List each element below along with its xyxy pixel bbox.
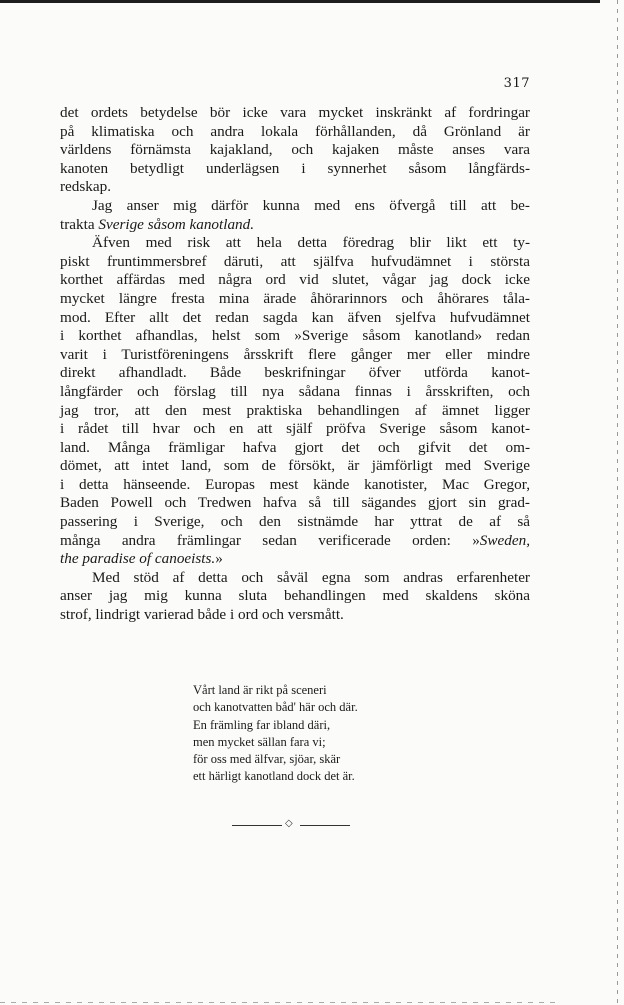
body-text — [60, 104, 530, 625]
text-line: piskt fruntimmersbref däruti, att själfva hufvudämnet i största — [60, 252, 530, 270]
poem-line: En främling far ibland däri, — [193, 717, 331, 732]
italic-title: Sverige såsom kanotland. — [98, 215, 255, 233]
text-line: dömet, att intet land, som de försökt, är jämförligt med Sverige — [60, 457, 530, 475]
text-line: i rådet till hvar och en att själf pröfva Sverige såsom kanot- — [60, 420, 530, 438]
text-line: i korthet afhandlas, helst som »Sverige såsom kanotland» redan — [60, 327, 530, 345]
text-line: Äfven med risk att hela detta föredrag blir likt ett ty- — [92, 234, 530, 252]
text-line: kanoten betydligt underlägsen i synnerhet såsom långfärds- — [60, 159, 530, 177]
top-border-rule — [0, 0, 600, 3]
section-divider-ornament — [232, 818, 350, 830]
text-line: i detta hänseende. Europas mest kände kanotister, Mac Gregor, — [60, 475, 530, 493]
page-right-edge — [617, 0, 618, 1005]
text-segment: många andra främlingar sedan verificerade orden: » — [60, 531, 480, 549]
text-line: Baden Powell och Tredwen hafva så till sägandes gjort sin grad- — [60, 494, 530, 512]
text-line: mycket längre fresta mina ärade åhörarinnors och åhörares tåla- — [60, 289, 530, 307]
italic-quote: the paradise of canoeists. — [60, 550, 216, 568]
poem-stanza — [193, 682, 358, 786]
text-line: passering i Sverige, och den sistnämde har yttrat de af så — [60, 513, 530, 531]
text-line: korthet affärdas med några ord vid slutet, vågar jag dock icke — [60, 271, 530, 289]
text-line: långfärder och förslag till nya sådana finnas i årsskriften, och — [60, 382, 530, 400]
text-line: Jag anser mig därför kunna med ens öfvergå till att be- — [92, 196, 530, 214]
poem-line: men mycket sällan fara vi; — [193, 734, 326, 749]
text-line — [60, 550, 530, 569]
text-line: på klimatiska och andra lokala förhållanden, då Grönland är — [60, 122, 530, 140]
poem-line: för oss med älfvar, sjöar, skär — [193, 752, 341, 767]
text-line: jag tror, att den mest praktiska behandlingen af ämnet ligger — [60, 401, 530, 419]
text-line: land. Många främligar hafva gjort det och gifvit det om- — [60, 438, 530, 456]
text-line: redskap. — [60, 178, 112, 196]
text-segment: » — [215, 550, 223, 568]
text-line: anser jag mig kunna sluta behandlingen med skaldens sköna — [60, 587, 530, 605]
diamond-ornament-icon: ◇ — [285, 818, 293, 829]
poem-line: Vårt land är rikt på sceneri — [193, 683, 327, 697]
text-line: varit i Turistföreningens årsskrift flere gånger mer eller mindre — [60, 345, 530, 363]
text-line: världens förnämsta kajakland, och kajaken måste anses vara — [60, 141, 530, 159]
text-segment: trakta — [60, 215, 99, 233]
divider-rule-left — [232, 825, 282, 826]
italic-quote: Sweden, — [479, 531, 530, 549]
poem-line: ett härligt kanotland dock det är. — [193, 769, 355, 784]
divider-rule-right — [300, 825, 350, 826]
text-line — [60, 532, 530, 551]
text-line — [60, 216, 530, 235]
poem-line: och kanotvatten båd' här och där. — [193, 700, 358, 715]
text-line: Med stöd af detta och såväl egna som andras erfarenheter — [92, 568, 530, 586]
page-bottom-edge — [0, 1002, 560, 1003]
text-line: strof, lindrigt varierad både i ord och versmått. — [60, 606, 344, 624]
text-line: mod. Efter allt det redan sagda kan äfven sjelfva hufvudämnet — [60, 308, 530, 326]
text-line: direkt afhandladt. Både beskrifningar öfver utförda kanot- — [60, 364, 530, 382]
page-number: 317 — [503, 76, 530, 91]
text-line: det ordets betydelse bör icke vara mycket inskränkt af fordringar — [60, 104, 530, 121]
